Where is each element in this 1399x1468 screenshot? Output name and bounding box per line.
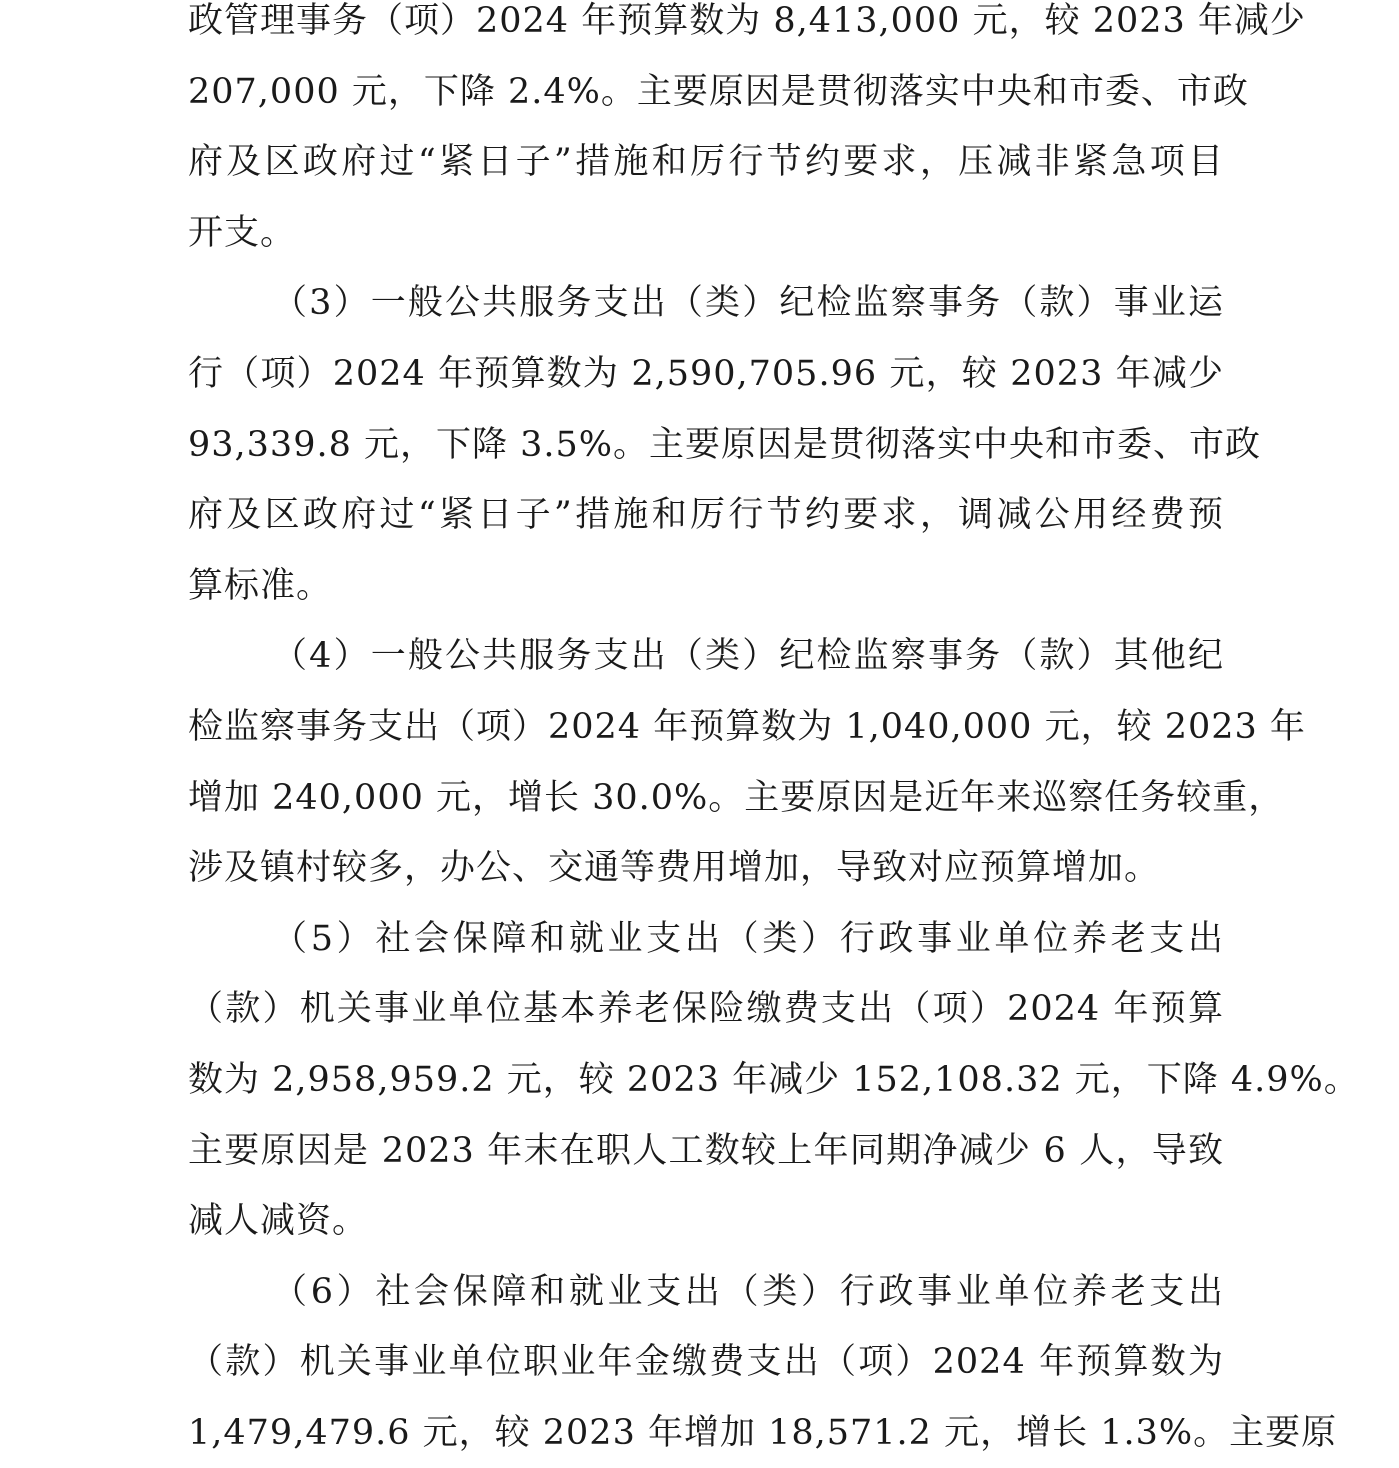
text-line: 政管理事务（项）2024 年预算数为 8,413,000 元，较 2023 年减少 [188,1,1306,41]
text-line: 207,000 元，下降 2.4%。主要原因是贯彻落实中央和市委、市政 [188,71,1249,112]
text-line: （3）一般公共服务支出（类）纪检监察事务（款）事业运 [272,283,1224,324]
text-line: 减人减资。 [188,1201,369,1242]
paragraph-2-continuation [188,0,1306,268]
text-line: 主要原因是 2023 年末在职人工数较上年同期净减少 6 人，导致 [188,1130,1224,1171]
text-line: 检监察事务支出（项）2024 年预算数为 1,040,000 元，较 2023 年 [188,706,1306,747]
text-line: 数为 2,958,959.2 元，较 2023 年减少 152,108.32 元，下降 4.9%。 [188,1059,1360,1100]
document-page [188,0,1360,1468]
paragraph-6 [188,1257,1338,1468]
text-line: （5）社会保障和就业支出（类）行政事业单位养老支出 [272,918,1224,959]
text-line: 算标准。 [188,565,333,606]
text-line: （款）机关事业单位职业年金缴费支出（项）2024 年预算数为 [188,1342,1224,1383]
text-line: 涉及镇村较多，办公、交通等费用增加，导致对应预算增加。 [188,848,1161,889]
text-line: 开支。 [188,212,297,253]
text-line: （4）一般公共服务支出（类）纪检监察事务（款）其他纪 [272,636,1224,677]
paragraph-4 [188,621,1306,903]
paragraph-3 [188,268,1262,621]
text-line: 府及区政府过“紧日子”措施和厉行节约要求，压减非紧急项目 [188,142,1224,183]
text-line: 行（项）2024 年预算数为 2,590,705.96 元，较 2023 年减少 [188,353,1224,394]
text-line: 1,479,479.6 元，较 2023 年增加 18,571.2 元，增长 1.3%。主要原 [188,1412,1338,1453]
text-line: （款）机关事业单位基本养老保险缴费支出（项）2024 年预算 [188,989,1224,1030]
text-line: 增加 240,000 元，增长 30.0%。主要原因是近年来巡察任务较重， [188,777,1285,818]
text-line: 府及区政府过“紧日子”措施和厉行节约要求，调减公用经费预 [188,495,1224,536]
text-line: 93,339.8 元，下降 3.5%。主要原因是贯彻落实中央和市委、市政 [188,424,1262,465]
text-line: （6）社会保障和就业支出（类）行政事业单位养老支出 [272,1271,1224,1312]
paragraph-5 [188,904,1360,1257]
